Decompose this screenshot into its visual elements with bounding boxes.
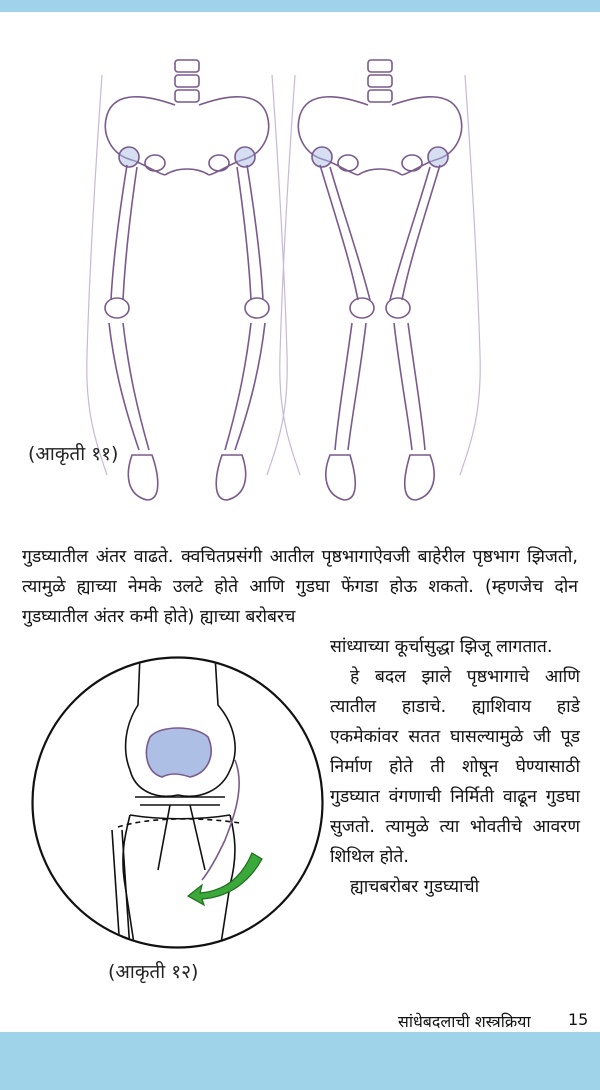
- body-paragraph-1: गुडघ्यातील अंतर वाढते. क्वचितप्रसंगी आतील पृष्ठभागाऐवजी बाहेरील पृष्ठभाग झिजतो, त्यामुळे ह्याच्या नेमके उलटे होते आणि गुडघा फेंगडा होऊ शकतो. (म्हणजेच दोन गुडघ्यातील अंतर कमी होते) ह्याच्या बरोबरच: [22, 547, 578, 627]
- figure-12-caption: (आकृती १२): [108, 961, 199, 983]
- right-text-column: [330, 632, 580, 902]
- page-number: 15: [568, 1010, 589, 1029]
- figure-12-knee-closeup: [30, 655, 325, 950]
- body-paragraph-2: हे बदल झाले पृष्ठभागाचे आणि त्यातील हाडाचे. ह्याशिवाय हाडे एकमेकांवर सतत घासल्यामुळे जी पूड निर्माण होते ती शोषून घेण्यासाठी गुडघ्यात वंगणाची निर्मिती वाढून गुडघा सुजतो. त्यामुळे त्या भोवतीचे आवरण शिथिल होते.: [330, 667, 580, 867]
- body-paragraph-3: ह्याचबरोबर गुडघ्याची: [350, 877, 480, 897]
- running-footer-title: सांधेबदलाची शस्त्रक्रिया: [398, 1012, 531, 1031]
- body-paragraph-1-continued: सांध्याच्या कूर्चासुद्धा झिजू लागतात.: [330, 637, 553, 657]
- figure-11-caption: (आकृती ११): [28, 443, 119, 465]
- top-color-band: [0, 0, 600, 12]
- bottom-color-band: [0, 1032, 600, 1090]
